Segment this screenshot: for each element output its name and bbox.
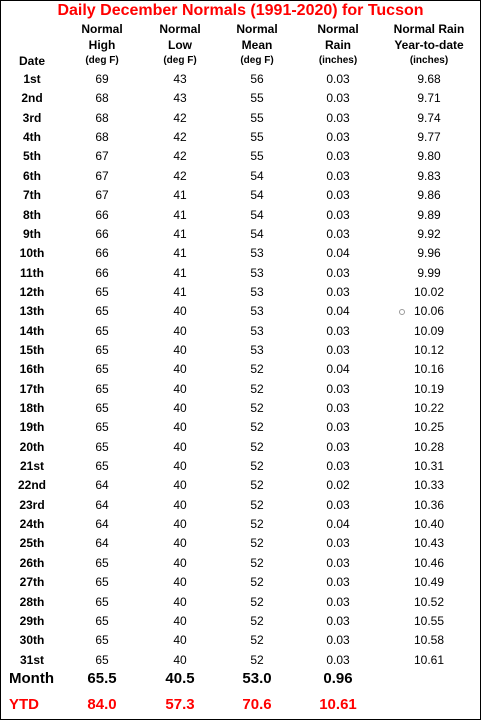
table-row bbox=[1, 341, 480, 360]
row-low: 41 bbox=[173, 265, 187, 280]
row-mean: 55 bbox=[250, 130, 264, 145]
row-mean: 53 bbox=[250, 246, 264, 261]
row-ytd-rain: 10.55 bbox=[413, 613, 445, 628]
table-row bbox=[1, 612, 480, 631]
row-low: 42 bbox=[173, 149, 187, 164]
row-date: 12th bbox=[19, 284, 45, 299]
row-low: 40 bbox=[173, 304, 187, 319]
table-row bbox=[1, 593, 480, 612]
row-date: 1st bbox=[23, 72, 41, 86]
row-low: 42 bbox=[173, 110, 187, 125]
table-row bbox=[1, 554, 480, 573]
row-ytd-rain: 9.80 bbox=[417, 149, 441, 164]
row-high: 68 bbox=[95, 91, 109, 106]
rain-header: Normal Rain (inches) bbox=[317, 22, 359, 66]
row-mean: 52 bbox=[250, 381, 264, 396]
row-mean: 53 bbox=[250, 323, 264, 338]
row-rain: 0.03 bbox=[326, 439, 350, 454]
row-low: 40 bbox=[173, 381, 187, 396]
table-row bbox=[1, 225, 480, 244]
row-high: 68 bbox=[95, 110, 109, 125]
row-ytd-rain: 9.71 bbox=[417, 91, 441, 106]
table-row bbox=[1, 186, 480, 205]
row-high: 65 bbox=[95, 304, 109, 319]
table-row bbox=[1, 496, 480, 515]
row-high: 65 bbox=[95, 555, 109, 570]
row-ytd-rain: 9.92 bbox=[417, 226, 441, 241]
table-row bbox=[1, 399, 480, 418]
table-row bbox=[1, 206, 480, 225]
row-ytd-rain: 9.83 bbox=[417, 168, 441, 183]
table-row bbox=[1, 244, 480, 263]
month-rain: 0.96 bbox=[323, 670, 353, 687]
row-rain: 0.03 bbox=[326, 265, 350, 280]
row-high: 65 bbox=[95, 594, 109, 609]
row-date: 8th bbox=[23, 207, 41, 222]
table-row bbox=[1, 167, 480, 186]
table-row bbox=[1, 476, 480, 495]
row-date: 22nd bbox=[17, 478, 46, 493]
row-high: 65 bbox=[95, 323, 109, 338]
row-mean: 52 bbox=[250, 517, 264, 531]
table-row bbox=[1, 264, 480, 283]
high-header: Normal High (deg F) bbox=[81, 22, 123, 66]
row-high: 65 bbox=[95, 401, 109, 415]
row-high: 64 bbox=[95, 478, 109, 493]
row-ytd-rain: 10.28 bbox=[413, 439, 445, 454]
row-ytd-rain: 9.86 bbox=[417, 188, 441, 203]
row-rain: 0.03 bbox=[326, 168, 350, 183]
month-label: Month bbox=[9, 670, 54, 687]
row-rain: 0.03 bbox=[326, 130, 350, 145]
row-date: 23rd bbox=[19, 497, 45, 512]
row-mean: 54 bbox=[250, 207, 264, 222]
row-ytd-rain: 10.40 bbox=[413, 517, 445, 531]
row-ytd-rain: 10.06 bbox=[413, 304, 445, 319]
row-high: 68 bbox=[95, 130, 109, 145]
row-date: 25th bbox=[19, 536, 45, 551]
row-low: 40 bbox=[173, 342, 187, 357]
mean-header: Normal Mean (deg F) bbox=[236, 22, 278, 66]
row-rain: 0.03 bbox=[326, 594, 350, 609]
row-date: 4th bbox=[23, 130, 41, 145]
row-rain: 0.03 bbox=[326, 91, 350, 106]
row-low: 40 bbox=[173, 594, 187, 609]
row-mean: 52 bbox=[250, 536, 264, 551]
row-mean: 52 bbox=[250, 613, 264, 628]
row-ytd-rain: 9.74 bbox=[417, 110, 441, 125]
row-high: 66 bbox=[95, 246, 109, 261]
row-high: 65 bbox=[95, 633, 109, 648]
row-date: 2nd bbox=[21, 91, 43, 106]
row-rain: 0.03 bbox=[326, 72, 350, 86]
row-mean: 52 bbox=[250, 555, 264, 570]
ytd-high: 84.0 bbox=[87, 696, 117, 713]
row-date: 9th bbox=[23, 226, 41, 241]
row-rain: 0.03 bbox=[326, 226, 350, 241]
row-low: 43 bbox=[173, 91, 187, 106]
row-date: 3rd bbox=[22, 110, 42, 125]
row-mean: 53 bbox=[250, 284, 264, 299]
row-rain: 0.03 bbox=[326, 110, 350, 125]
row-date: 29th bbox=[19, 613, 45, 628]
row-low: 42 bbox=[173, 130, 187, 145]
row-high: 69 bbox=[95, 72, 109, 86]
row-date: 26th bbox=[19, 555, 45, 570]
row-mean: 52 bbox=[250, 497, 264, 512]
row-mean: 52 bbox=[250, 594, 264, 609]
row-ytd-rain: 9.99 bbox=[417, 265, 441, 280]
table-row bbox=[1, 418, 480, 437]
table-row bbox=[1, 283, 480, 302]
row-mean: 52 bbox=[250, 459, 264, 473]
row-low: 41 bbox=[173, 284, 187, 299]
ytd-mean: 70.6 bbox=[242, 696, 272, 713]
row-mean: 53 bbox=[250, 342, 264, 357]
cell-marker-icon bbox=[399, 309, 405, 315]
row-high: 66 bbox=[95, 226, 109, 241]
row-high: 65 bbox=[95, 459, 109, 473]
row-date: 17th bbox=[19, 381, 45, 396]
table-row bbox=[1, 631, 480, 650]
table-row bbox=[1, 380, 480, 399]
row-ytd-rain: 10.46 bbox=[413, 555, 445, 570]
row-date: 7th bbox=[23, 188, 41, 203]
row-date: 11th bbox=[19, 265, 44, 280]
row-mean: 56 bbox=[250, 72, 264, 86]
row-low: 40 bbox=[173, 652, 187, 667]
row-rain: 0.02 bbox=[326, 478, 350, 493]
row-ytd-rain: 10.58 bbox=[413, 633, 445, 648]
row-low: 40 bbox=[173, 555, 187, 570]
month-low: 40.5 bbox=[165, 670, 195, 687]
row-ytd-rain: 9.96 bbox=[417, 246, 441, 261]
month-mean: 53.0 bbox=[242, 670, 272, 687]
row-rain: 0.03 bbox=[326, 323, 350, 338]
row-low: 41 bbox=[173, 246, 187, 261]
table-row bbox=[1, 89, 480, 108]
row-date: 28th bbox=[19, 594, 45, 609]
row-ytd-rain: 10.33 bbox=[413, 478, 445, 493]
row-ytd-rain: 10.09 bbox=[413, 323, 445, 338]
table-row bbox=[1, 651, 480, 670]
row-low: 40 bbox=[173, 478, 187, 493]
table-row bbox=[1, 457, 480, 476]
row-date: 6th bbox=[23, 168, 41, 183]
row-rain: 0.03 bbox=[326, 459, 350, 473]
row-mean: 55 bbox=[250, 110, 264, 125]
row-low: 41 bbox=[173, 188, 187, 203]
row-date: 14th bbox=[19, 323, 45, 338]
row-mean: 52 bbox=[250, 420, 264, 435]
row-date: 15th bbox=[19, 342, 45, 357]
row-high: 64 bbox=[95, 517, 109, 531]
row-ytd-rain: 10.02 bbox=[413, 284, 445, 299]
row-high: 66 bbox=[95, 265, 109, 280]
row-low: 40 bbox=[173, 613, 187, 628]
table-row bbox=[1, 322, 480, 341]
page-title: Daily December Normals (1991-2020) for Tucson bbox=[57, 2, 424, 19]
row-low: 43 bbox=[173, 72, 187, 86]
row-rain: 0.03 bbox=[326, 633, 350, 648]
row-rain: 0.04 bbox=[326, 246, 350, 261]
row-mean: 53 bbox=[250, 304, 264, 319]
row-ytd-rain: 10.49 bbox=[413, 575, 445, 590]
row-mean: 52 bbox=[250, 401, 264, 415]
row-ytd-rain: 9.77 bbox=[417, 130, 441, 145]
row-high: 65 bbox=[95, 439, 109, 454]
ytd-rain-header: Normal Rain Year-to-date (inches) bbox=[393, 22, 465, 66]
row-mean: 55 bbox=[250, 91, 264, 106]
row-rain: 0.03 bbox=[326, 188, 350, 203]
row-rain: 0.03 bbox=[326, 149, 350, 164]
row-mean: 54 bbox=[250, 226, 264, 241]
low-header: Normal Low (deg F) bbox=[159, 22, 201, 66]
row-low: 40 bbox=[173, 497, 187, 512]
row-date: 20th bbox=[19, 439, 45, 454]
row-rain: 0.03 bbox=[326, 575, 350, 590]
date-header: Date bbox=[18, 54, 45, 68]
row-low: 41 bbox=[173, 226, 187, 241]
month-total-row bbox=[1, 668, 480, 690]
row-high: 65 bbox=[95, 342, 109, 357]
row-low: 40 bbox=[173, 536, 187, 551]
row-rain: 0.04 bbox=[326, 362, 350, 377]
row-high: 67 bbox=[95, 168, 109, 183]
row-mean: 52 bbox=[250, 575, 264, 590]
table-row bbox=[1, 302, 480, 321]
row-mean: 54 bbox=[250, 168, 264, 183]
row-ytd-rain: 9.89 bbox=[417, 207, 441, 222]
row-ytd-rain: 10.43 bbox=[413, 536, 445, 551]
row-high: 65 bbox=[95, 362, 109, 377]
table-row bbox=[1, 109, 480, 128]
table-header bbox=[1, 22, 480, 72]
row-low: 40 bbox=[173, 517, 187, 531]
row-rain: 0.03 bbox=[326, 652, 350, 667]
table-row bbox=[1, 438, 480, 457]
row-ytd-rain: 10.22 bbox=[413, 401, 445, 415]
row-date: 27th bbox=[19, 575, 45, 590]
row-mean: 52 bbox=[250, 439, 264, 454]
row-high: 65 bbox=[95, 652, 109, 667]
row-high: 64 bbox=[95, 536, 109, 551]
table-row bbox=[1, 573, 480, 592]
row-mean: 52 bbox=[250, 633, 264, 648]
row-low: 40 bbox=[173, 401, 187, 415]
row-ytd-rain: 10.36 bbox=[413, 497, 445, 512]
row-mean: 52 bbox=[250, 362, 264, 377]
row-date: 13th bbox=[19, 304, 45, 319]
row-rain: 0.03 bbox=[326, 497, 350, 512]
row-high: 65 bbox=[95, 420, 109, 435]
row-high: 65 bbox=[95, 381, 109, 396]
row-low: 41 bbox=[173, 207, 187, 222]
row-mean: 55 bbox=[250, 149, 264, 164]
row-low: 40 bbox=[173, 633, 187, 648]
row-mean: 52 bbox=[250, 478, 264, 493]
row-date: 5th bbox=[23, 149, 41, 164]
row-rain: 0.03 bbox=[326, 207, 350, 222]
row-rain: 0.04 bbox=[326, 517, 350, 531]
table-row bbox=[1, 515, 480, 534]
row-low: 40 bbox=[173, 439, 187, 454]
row-date: 30th bbox=[19, 633, 45, 648]
row-ytd-rain: 10.19 bbox=[413, 381, 445, 396]
row-mean: 53 bbox=[250, 265, 264, 280]
row-ytd-rain: 10.52 bbox=[413, 594, 445, 609]
row-high: 64 bbox=[95, 497, 109, 512]
row-rain: 0.03 bbox=[326, 555, 350, 570]
row-high: 67 bbox=[95, 149, 109, 164]
row-low: 40 bbox=[173, 459, 187, 473]
month-high: 65.5 bbox=[87, 670, 117, 687]
table-row bbox=[1, 360, 480, 379]
row-date: 10th bbox=[19, 246, 45, 261]
row-mean: 54 bbox=[250, 188, 264, 203]
row-rain: 0.03 bbox=[326, 342, 350, 357]
row-low: 42 bbox=[173, 168, 187, 183]
table-row bbox=[1, 70, 480, 89]
table-row bbox=[1, 147, 480, 166]
row-rain: 0.03 bbox=[326, 420, 350, 435]
table-row bbox=[1, 128, 480, 147]
row-high: 66 bbox=[95, 207, 109, 222]
ytd-low: 57.3 bbox=[165, 696, 195, 713]
row-low: 40 bbox=[173, 420, 187, 435]
row-date: 18th bbox=[19, 401, 45, 415]
row-rain: 0.03 bbox=[326, 536, 350, 551]
row-high: 65 bbox=[95, 284, 109, 299]
row-low: 40 bbox=[173, 323, 187, 338]
row-high: 67 bbox=[95, 188, 109, 203]
row-mean: 52 bbox=[250, 652, 264, 667]
row-ytd-rain: 10.12 bbox=[413, 342, 445, 357]
ytd-rain: 10.61 bbox=[319, 696, 357, 713]
row-high: 65 bbox=[95, 613, 109, 628]
ytd-label: YTD bbox=[9, 696, 39, 713]
row-date: 21st bbox=[19, 459, 45, 473]
table-row bbox=[1, 534, 480, 553]
row-ytd-rain: 9.68 bbox=[417, 72, 441, 86]
row-high: 65 bbox=[95, 575, 109, 590]
row-date: 19th bbox=[19, 420, 45, 435]
row-date: 24th bbox=[19, 517, 45, 531]
row-ytd-rain: 10.31 bbox=[413, 459, 445, 473]
row-date: 16th bbox=[19, 362, 45, 377]
row-rain: 0.03 bbox=[326, 381, 350, 396]
row-rain: 0.03 bbox=[326, 401, 350, 415]
row-date: 31st bbox=[19, 652, 45, 667]
row-ytd-rain: 10.25 bbox=[413, 420, 445, 435]
ytd-total-row bbox=[1, 694, 480, 716]
row-rain: 0.04 bbox=[326, 304, 350, 319]
row-low: 40 bbox=[173, 575, 187, 590]
row-ytd-rain: 10.61 bbox=[413, 652, 445, 667]
row-rain: 0.03 bbox=[326, 284, 350, 299]
row-ytd-rain: 10.16 bbox=[413, 362, 445, 377]
row-rain: 0.03 bbox=[326, 613, 350, 628]
row-low: 40 bbox=[173, 362, 187, 377]
